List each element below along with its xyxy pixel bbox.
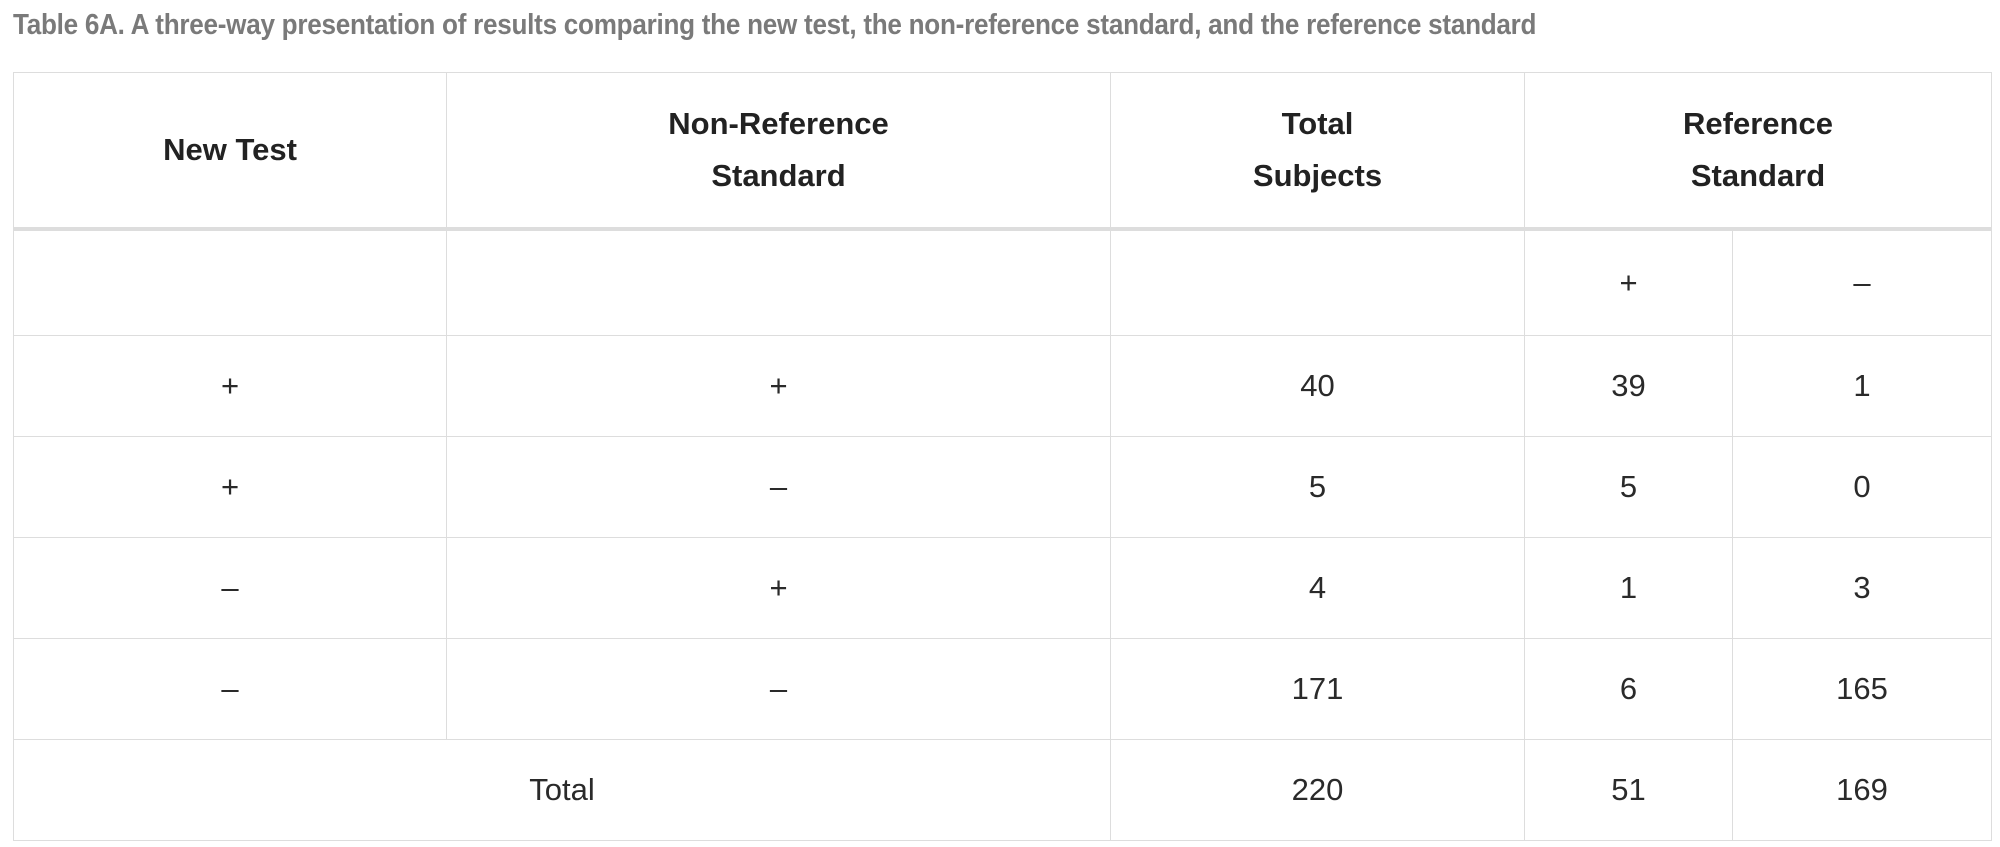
header-non-reference-standard	[447, 73, 1111, 230]
header-reference-line2: Standard	[1690, 158, 1826, 193]
table-caption: Table 6A. A three-way presentation of results comparing the new test, the non-reference standard, and the reference standard	[13, 9, 1537, 41]
reference-negative-cell: 3	[1733, 538, 1992, 639]
results-table	[13, 72, 1992, 841]
totals-reference-negative: 169	[1733, 740, 1992, 841]
total-subjects-cell: 5	[1111, 437, 1525, 538]
table-row	[14, 538, 1992, 639]
empty-cell	[447, 229, 1111, 336]
reference-negative-header: –	[1733, 229, 1992, 336]
header-row	[14, 73, 1992, 230]
header-new-test	[14, 73, 447, 230]
reference-negative-cell: 0	[1733, 437, 1992, 538]
total-subjects-cell: 171	[1111, 639, 1525, 740]
header-non-reference-line2: Standard	[711, 158, 846, 193]
totals-label: Total	[14, 740, 1111, 841]
non-reference-cell: –	[447, 639, 1111, 740]
header-non-reference-line1: Non-Reference	[668, 106, 889, 141]
header-total-line1: Total	[1281, 106, 1354, 141]
header-total-subjects	[1111, 73, 1525, 230]
totals-total-subjects: 220	[1111, 740, 1525, 841]
empty-cell	[14, 229, 447, 336]
non-reference-cell: +	[447, 336, 1111, 437]
header-reference-standard	[1525, 73, 1992, 230]
reference-positive-cell: 6	[1525, 639, 1733, 740]
header-new-test-label: New Test	[163, 132, 297, 167]
header-total-line2: Subjects	[1252, 158, 1383, 193]
non-reference-cell: –	[447, 437, 1111, 538]
reference-positive-cell: 1	[1525, 538, 1733, 639]
totals-reference-positive: 51	[1525, 740, 1733, 841]
total-subjects-cell: 4	[1111, 538, 1525, 639]
total-subjects-cell: 40	[1111, 336, 1525, 437]
table-row	[14, 437, 1992, 538]
empty-cell	[1111, 229, 1525, 336]
reference-negative-cell: 1	[1733, 336, 1992, 437]
header-reference-line1: Reference	[1683, 106, 1833, 141]
reference-positive-header: +	[1525, 229, 1733, 336]
totals-row	[14, 740, 1992, 841]
reference-positive-cell: 5	[1525, 437, 1733, 538]
new-test-cell: +	[14, 437, 447, 538]
table-row	[14, 639, 1992, 740]
reference-negative-cell: 165	[1733, 639, 1992, 740]
new-test-cell: –	[14, 538, 447, 639]
reference-sign-row	[14, 229, 1992, 336]
new-test-cell: –	[14, 639, 447, 740]
reference-positive-cell: 39	[1525, 336, 1733, 437]
non-reference-cell: +	[447, 538, 1111, 639]
table-row	[14, 336, 1992, 437]
new-test-cell: +	[14, 336, 447, 437]
